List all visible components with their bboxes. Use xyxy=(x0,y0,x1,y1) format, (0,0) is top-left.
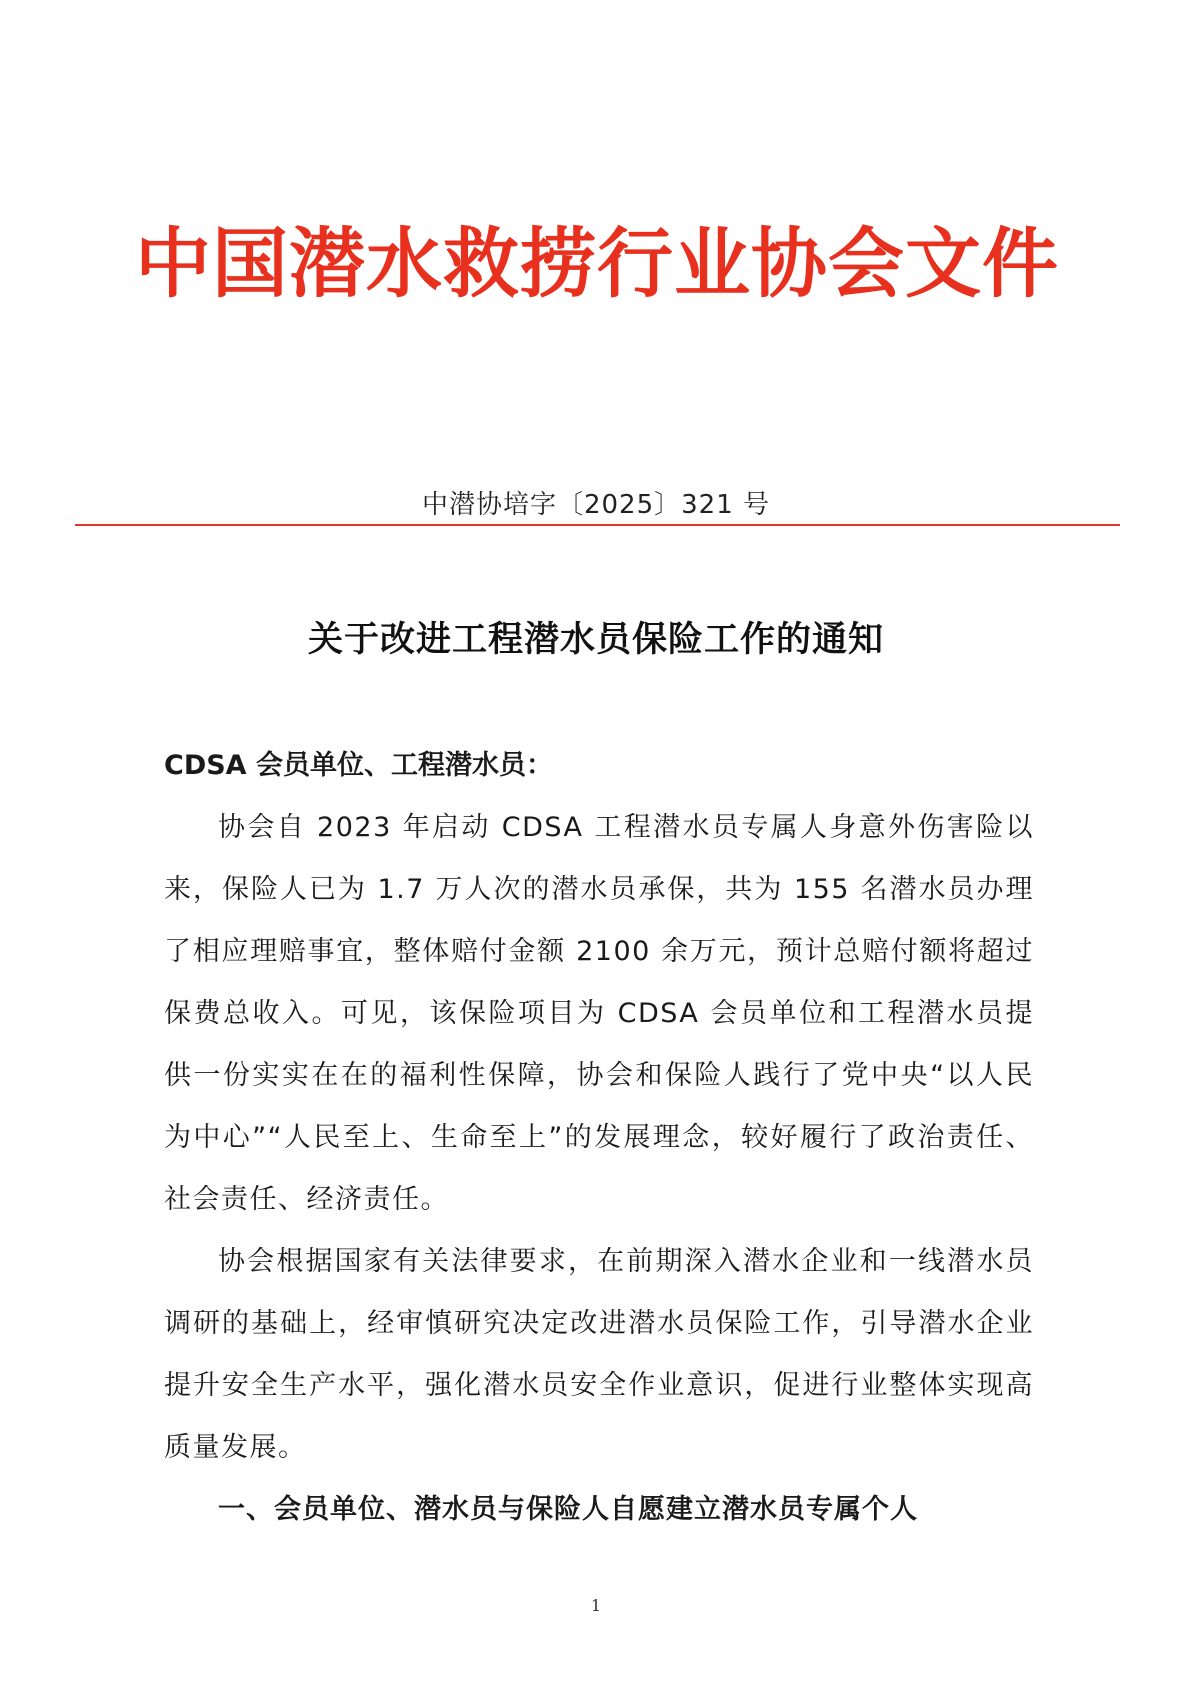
document-number: 中潜协培字〔2025〕321 号 xyxy=(421,490,771,520)
paragraph-2: 协会根据国家有关法律要求，在前期深入潜水企业和一线潜水员调研的基础上，经审慎研究决定改进潜水员保险工作，引导潜水企业提升安全生产水平，强化潜水员安全作业意识，促进行业整体实现高质量发展。 xyxy=(164,1246,1034,1463)
section-heading-1: 一、会员单位、潜水员与保险人自愿建立潜水员专属个人 xyxy=(218,1494,918,1525)
document-body xyxy=(164,735,1034,1541)
document-title: 关于改进工程潜水员保险工作的通知 xyxy=(307,620,884,660)
red-divider-line xyxy=(75,524,1120,526)
masthead-title: 中国潜水救捞行业协会文件 xyxy=(135,219,1059,308)
paragraph-1: 协会自 2023 年启动 CDSA 工程潜水员专属人身意外伤害险以来，保险人已为 1.7 万人次的潜水员承保，共为 155 名潜水员办理了相应理赔事宜，整体赔付金额 2100 余万元，预计总赔付额将超过保费总收入。可见，该保险项目为 CDSA 会员单位和工程潜水员提供一份实实在在的福利性保障，协会和保险人践行了党中央“以人民为中心”“人民至上、生命至上”的发展理念，较好履行了政治责任、社会责任、经济责任。 xyxy=(164,812,1034,1215)
page-number: 1 xyxy=(590,1596,602,1615)
salutation: CDSA 会员单位、工程潜水员： xyxy=(164,750,553,781)
